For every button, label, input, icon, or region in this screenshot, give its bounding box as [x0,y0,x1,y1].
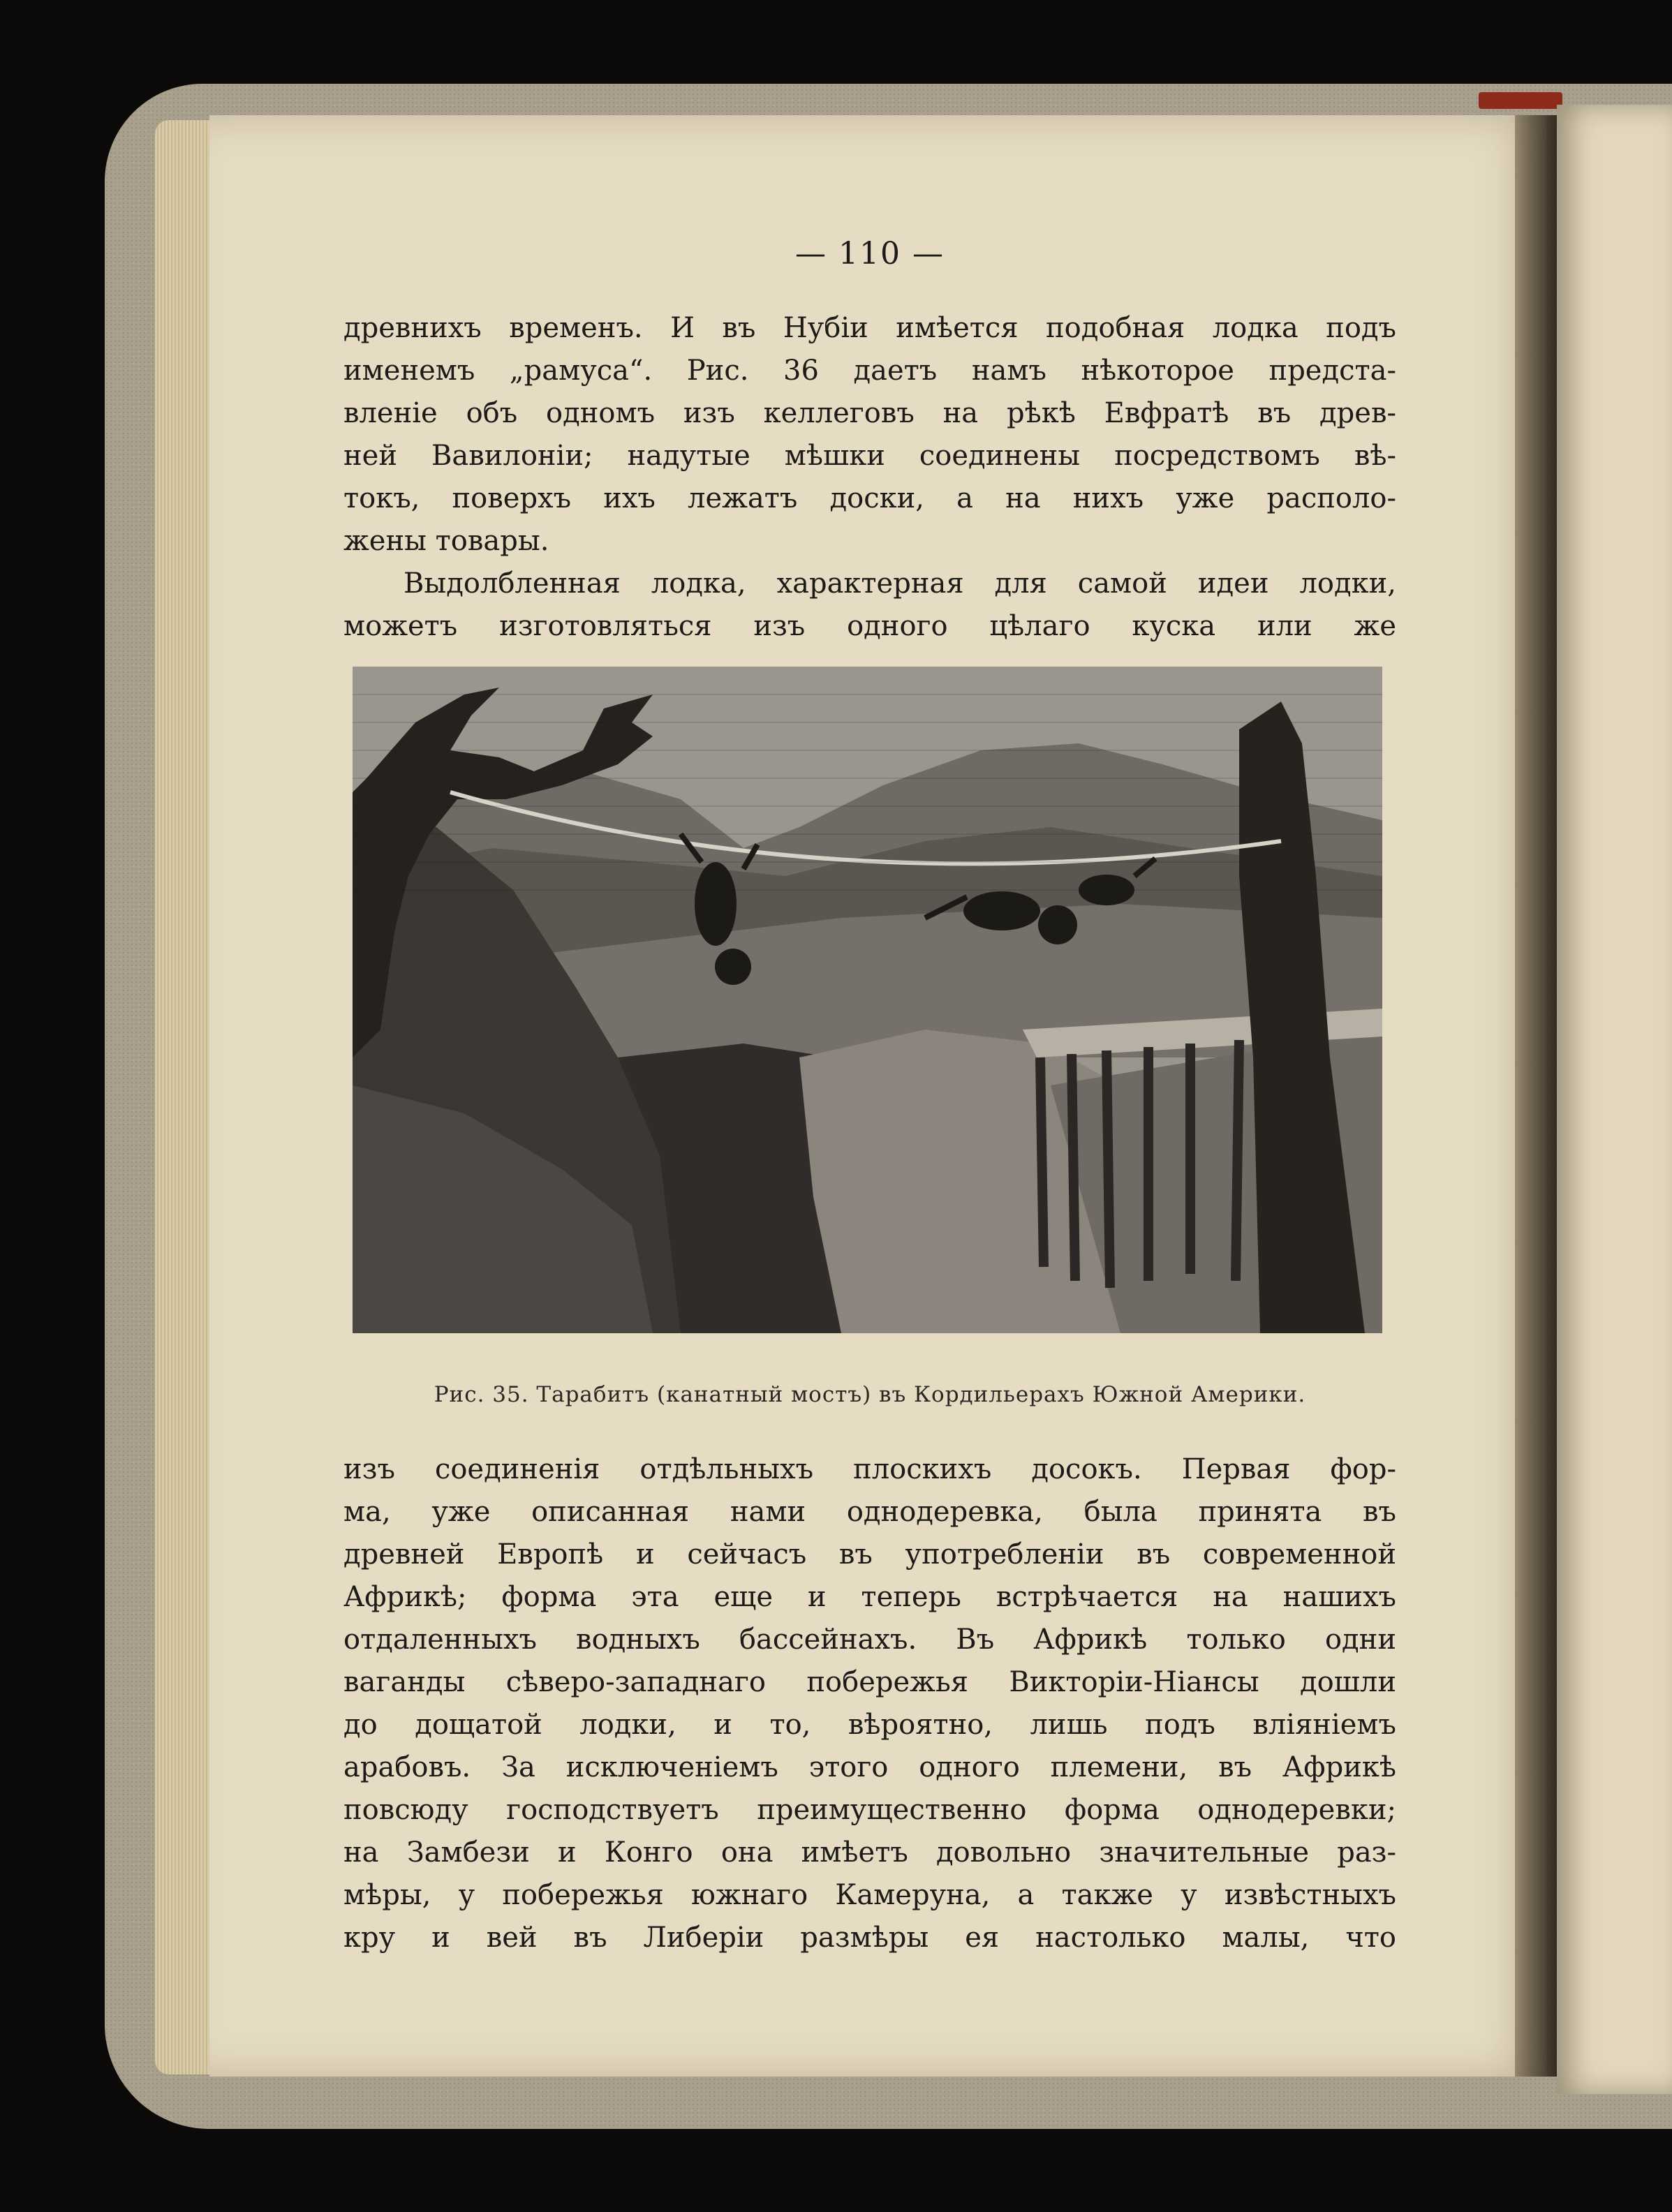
facing-page-edge [1557,105,1672,2094]
text-line: Африкѣ; форма эта еще и теперь встрѣчается на нашихъ [343,1581,1396,1613]
spine-shadow [1515,115,1557,2077]
text-line: Выдолбленная лодка, характерная для самой идеи лодки, [404,567,1396,600]
text-line: можетъ изготовляться изъ одного цѣлаго куска или же [343,610,1396,642]
text-line: арабовъ. За исключеніемъ этого одного племени, въ Африкѣ [343,1751,1396,1783]
text-line: ма, уже описанная нами однодеревка, была принята въ [343,1496,1396,1528]
figure-illustration [353,667,1382,1333]
text-line: древней Европѣ и сейчасъ въ употребленіи въ современной [343,1538,1396,1571]
text-block-bottom [343,1448,1396,1959]
figure-caption: Рис. 35. Тарабитъ (канатный мостъ) въ Кордильерахъ Южной Америки. [434,1382,1306,1407]
text-line: мѣры, у побережья южнаго Камеруна, а также у извѣстныхъ [343,1879,1396,1911]
text-line: жены товары. [343,525,549,557]
text-line: вленіе объ одномъ изъ келлеговъ на рѣкѣ Евфратѣ въ древ- [343,397,1396,429]
text-line: древнихъ временъ. И въ Нубіи имѣется подобная лодка подъ [343,312,1396,344]
text-line: кру и вей въ Либеріи размѣры ея настолько малы, что [343,1922,1396,1954]
text-line: ней Вавилоніи; надутые мѣшки соединены посредствомъ вѣ- [343,440,1396,472]
text-line: отдаленныхъ водныхъ бассейнахъ. Въ Африкѣ только одни [343,1624,1396,1656]
text-line: токъ, поверхъ ихъ лежатъ доски, а на нихъ уже располо- [343,482,1396,514]
text-line: изъ соединенія отдѣльныхъ плоскихъ досокъ. Первая фор- [343,1453,1396,1485]
bookmark-ribbon [1479,92,1562,109]
page-number: — 110 — [795,236,945,272]
text-line: ваганды сѣверо-западнаго побережья Викторіи-Ніансы дошли [343,1666,1396,1698]
text-line: до дощатой лодки, и то, вѣроятно, лишь подъ вліяніемъ [343,1709,1396,1741]
page-block-edge [155,120,211,2074]
text-line: на Замбези и Конго она имѣетъ довольно значительные раз- [343,1836,1396,1869]
text-line: повсюду господствуетъ преимущественно форма однодеревки; [343,1794,1396,1826]
text-block-top [343,307,1396,648]
text-line: именемъ „рамуса“. Рис. 36 даетъ намъ нѣкоторое предста- [343,355,1396,387]
